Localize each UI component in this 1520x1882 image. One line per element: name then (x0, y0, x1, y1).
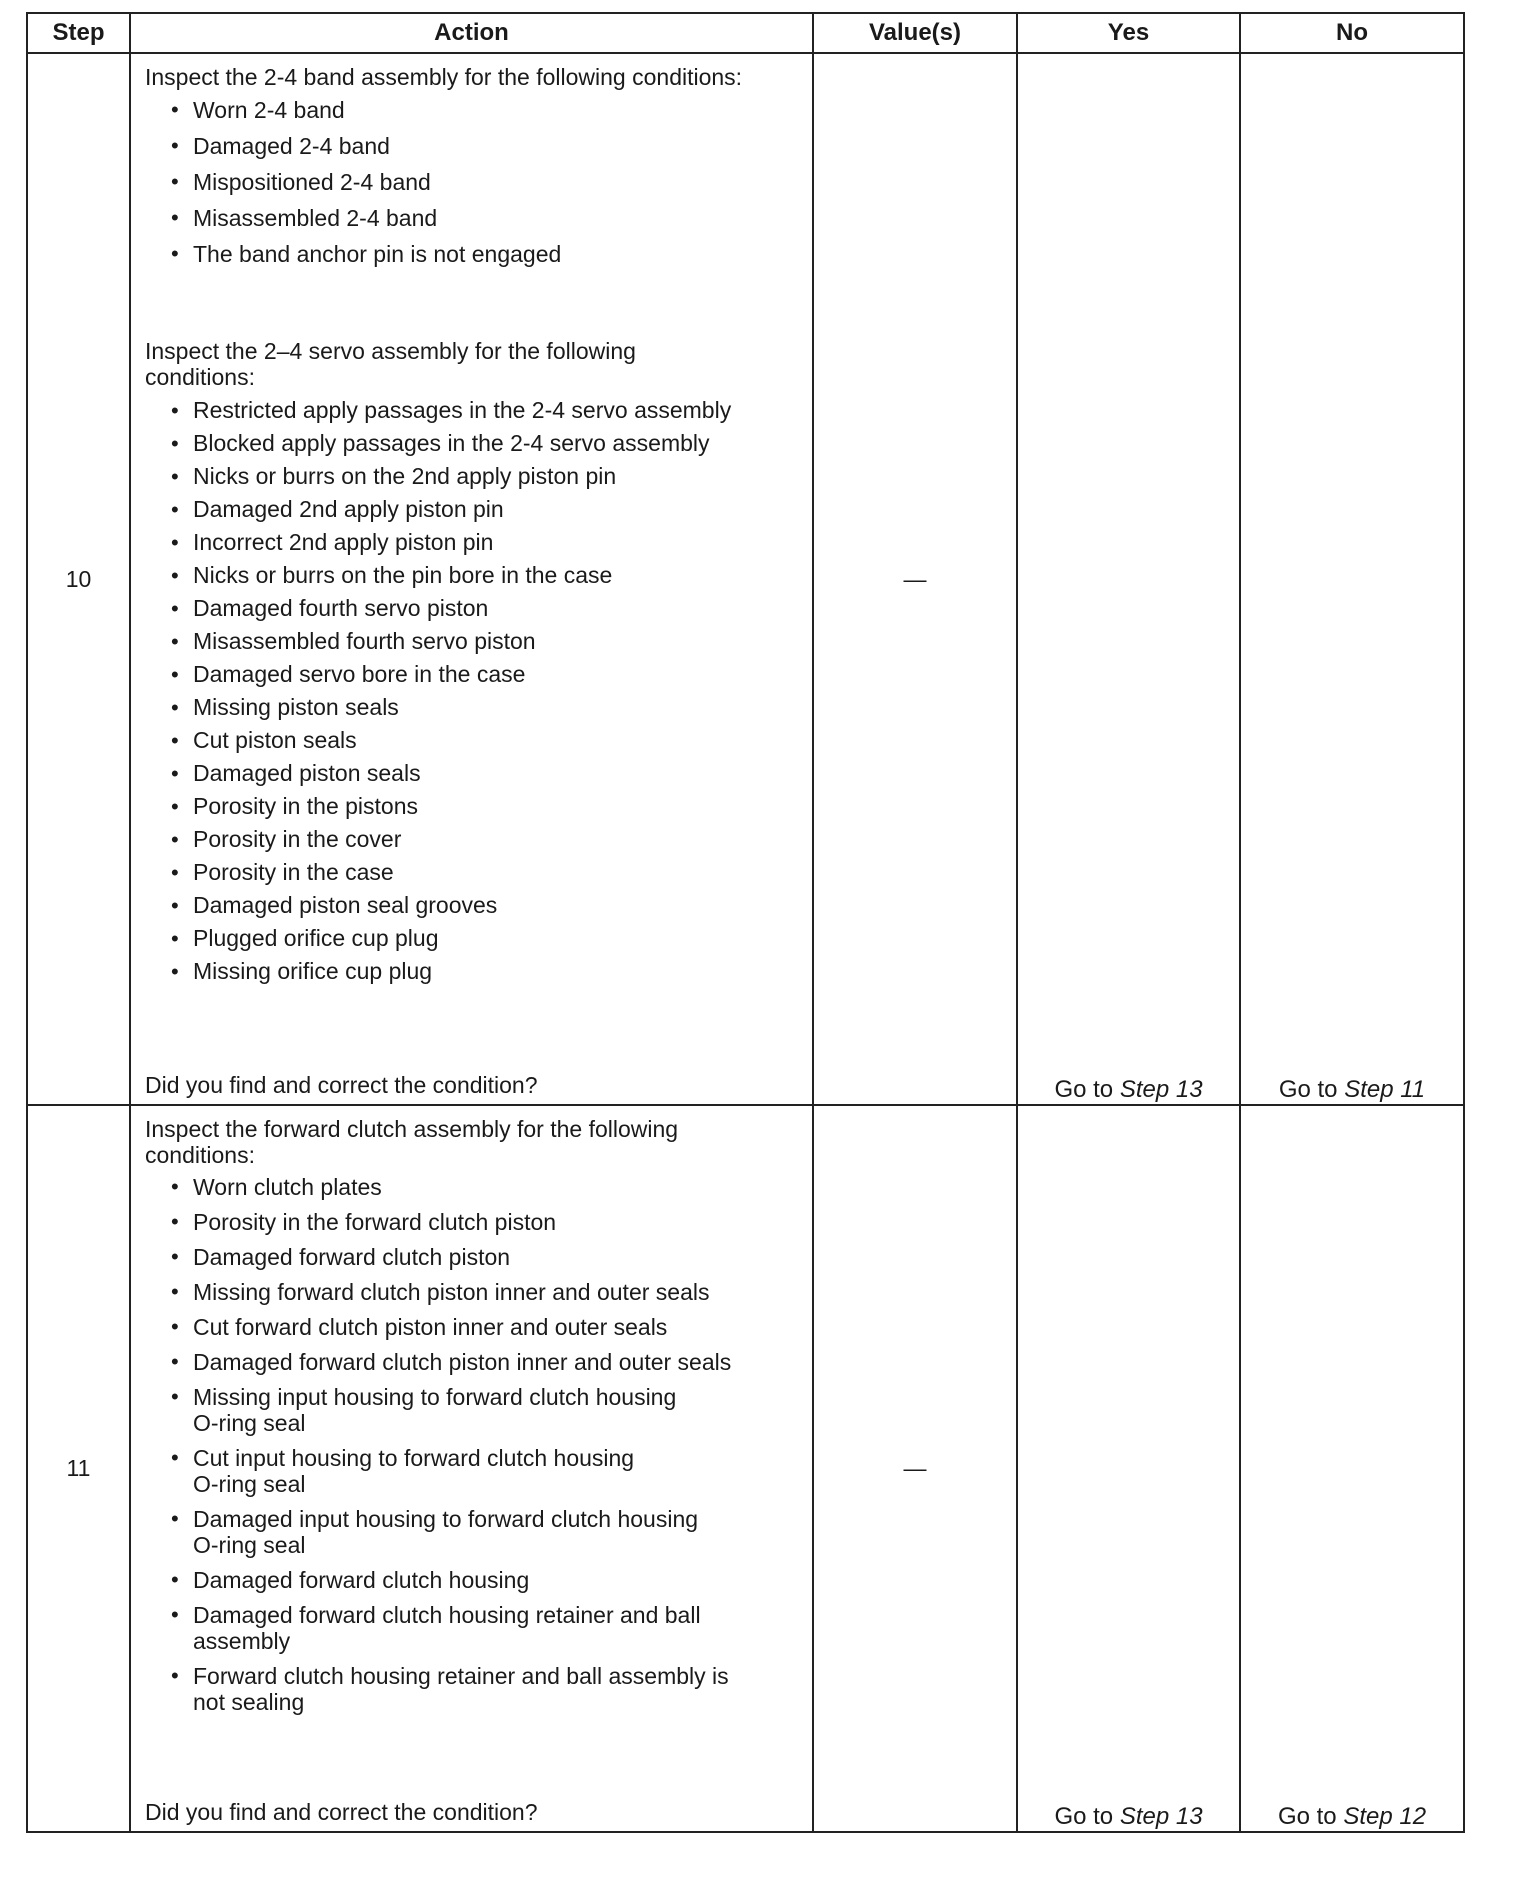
yes-cell (1017, 53, 1240, 1105)
action-intro: Inspect the 2–4 servo assembly for the following conditions: (145, 338, 636, 390)
header-yes: Yes (1017, 13, 1240, 53)
condition-list (145, 92, 804, 272)
table-row-step-10 (27, 53, 1464, 1105)
yes-goto (1018, 1803, 1239, 1831)
list-item: • Missing input housing to forward clutch housing O-ring seal (177, 1384, 764, 1436)
value-cell: — (813, 53, 1017, 1105)
list-item: • Restricted apply passages in the 2-4 servo assembly (177, 394, 804, 427)
action-intro: Inspect the 2-4 band assembly for the following conditions: (145, 64, 743, 90)
action-question: Did you find and correct the condition? (145, 1072, 538, 1098)
goto-prefix: Go to (1054, 1803, 1114, 1830)
list-item: • Damaged forward clutch housing (177, 1567, 764, 1593)
no-cell (1240, 1105, 1464, 1832)
action-intro: Inspect the forward clutch assembly for the following conditions: (145, 1116, 679, 1168)
list-item: • Damaged forward clutch piston (177, 1244, 764, 1270)
no-cell (1240, 53, 1464, 1105)
list-item: • Damaged servo bore in the case (177, 658, 804, 691)
list-item: • Missing piston seals (177, 691, 804, 724)
list-item: • Porosity in the forward clutch piston (177, 1209, 764, 1235)
list-item: • Damaged forward clutch piston inner and outer seals (177, 1349, 764, 1375)
list-item: • Cut piston seals (177, 724, 804, 757)
list-item: • Cut input housing to forward clutch housing O-ring seal (177, 1445, 764, 1497)
step-number: 10 (27, 53, 130, 1105)
list-item: • Incorrect 2nd apply piston pin (177, 526, 804, 559)
list-item: • Missing forward clutch piston inner and outer seals (177, 1279, 764, 1305)
list-item: • Blocked apply passages in the 2-4 servo assembly (177, 427, 804, 460)
list-item: • Missing orifice cup plug (177, 955, 804, 988)
list-item: • Damaged input housing to forward clutch housing O-ring seal (177, 1506, 764, 1558)
diagnostic-table (26, 12, 1465, 1833)
list-item: • Damaged 2-4 band (177, 128, 804, 164)
list-item: • Porosity in the case (177, 856, 804, 889)
list-item: • The band anchor pin is not engaged (177, 236, 804, 272)
no-goto (1241, 1076, 1463, 1104)
header-no: No (1240, 13, 1464, 53)
goto-step-link: Step 12 (1343, 1803, 1427, 1830)
list-item: • Worn 2-4 band (177, 92, 804, 128)
list-item: • Forward clutch housing retainer and ball assembly is not sealing (177, 1663, 764, 1715)
action-cell (130, 1105, 813, 1832)
table-row-step-11 (27, 1105, 1464, 1832)
list-item: • Mispositioned 2-4 band (177, 164, 804, 200)
header-row (27, 13, 1464, 53)
header-step: Step (27, 13, 130, 53)
goto-step-link: Step 13 (1119, 1803, 1203, 1830)
action-question: Did you find and correct the condition? (145, 1799, 538, 1825)
list-item: • Worn clutch plates (177, 1174, 764, 1200)
yes-goto (1018, 1076, 1239, 1104)
list-item: • Damaged forward clutch housing retainer and ball assembly (177, 1602, 764, 1654)
goto-prefix: Go to (1277, 1803, 1337, 1830)
list-item: • Nicks or burrs on the pin bore in the case (177, 559, 804, 592)
list-item: • Cut forward clutch piston inner and outer seals (177, 1314, 764, 1340)
list-item: • Misassembled fourth servo piston (177, 625, 804, 658)
condition-list (145, 394, 804, 988)
list-item: • Misassembled 2-4 band (177, 200, 804, 236)
value-cell: — (813, 1105, 1017, 1832)
goto-prefix: Go to (1054, 1076, 1114, 1103)
action-cell (130, 53, 813, 1105)
no-goto (1241, 1803, 1463, 1831)
list-item: • Porosity in the pistons (177, 790, 804, 823)
header-action: Action (130, 13, 813, 53)
goto-step-link: Step 13 (1119, 1076, 1203, 1103)
condition-list (145, 1174, 804, 1715)
step-number: 11 (27, 1105, 130, 1832)
list-item: • Damaged fourth servo piston (177, 592, 804, 625)
list-item: • Plugged orifice cup plug (177, 922, 804, 955)
list-item: • Damaged piston seals (177, 757, 804, 790)
yes-cell (1017, 1105, 1240, 1832)
goto-prefix: Go to (1278, 1076, 1338, 1103)
list-item: • Nicks or burrs on the 2nd apply piston pin (177, 460, 804, 493)
list-item: • Damaged 2nd apply piston pin (177, 493, 804, 526)
list-item: • Damaged piston seal grooves (177, 889, 804, 922)
goto-step-link: Step 11 (1344, 1076, 1426, 1103)
list-item: • Porosity in the cover (177, 823, 804, 856)
header-values: Value(s) (813, 13, 1017, 53)
